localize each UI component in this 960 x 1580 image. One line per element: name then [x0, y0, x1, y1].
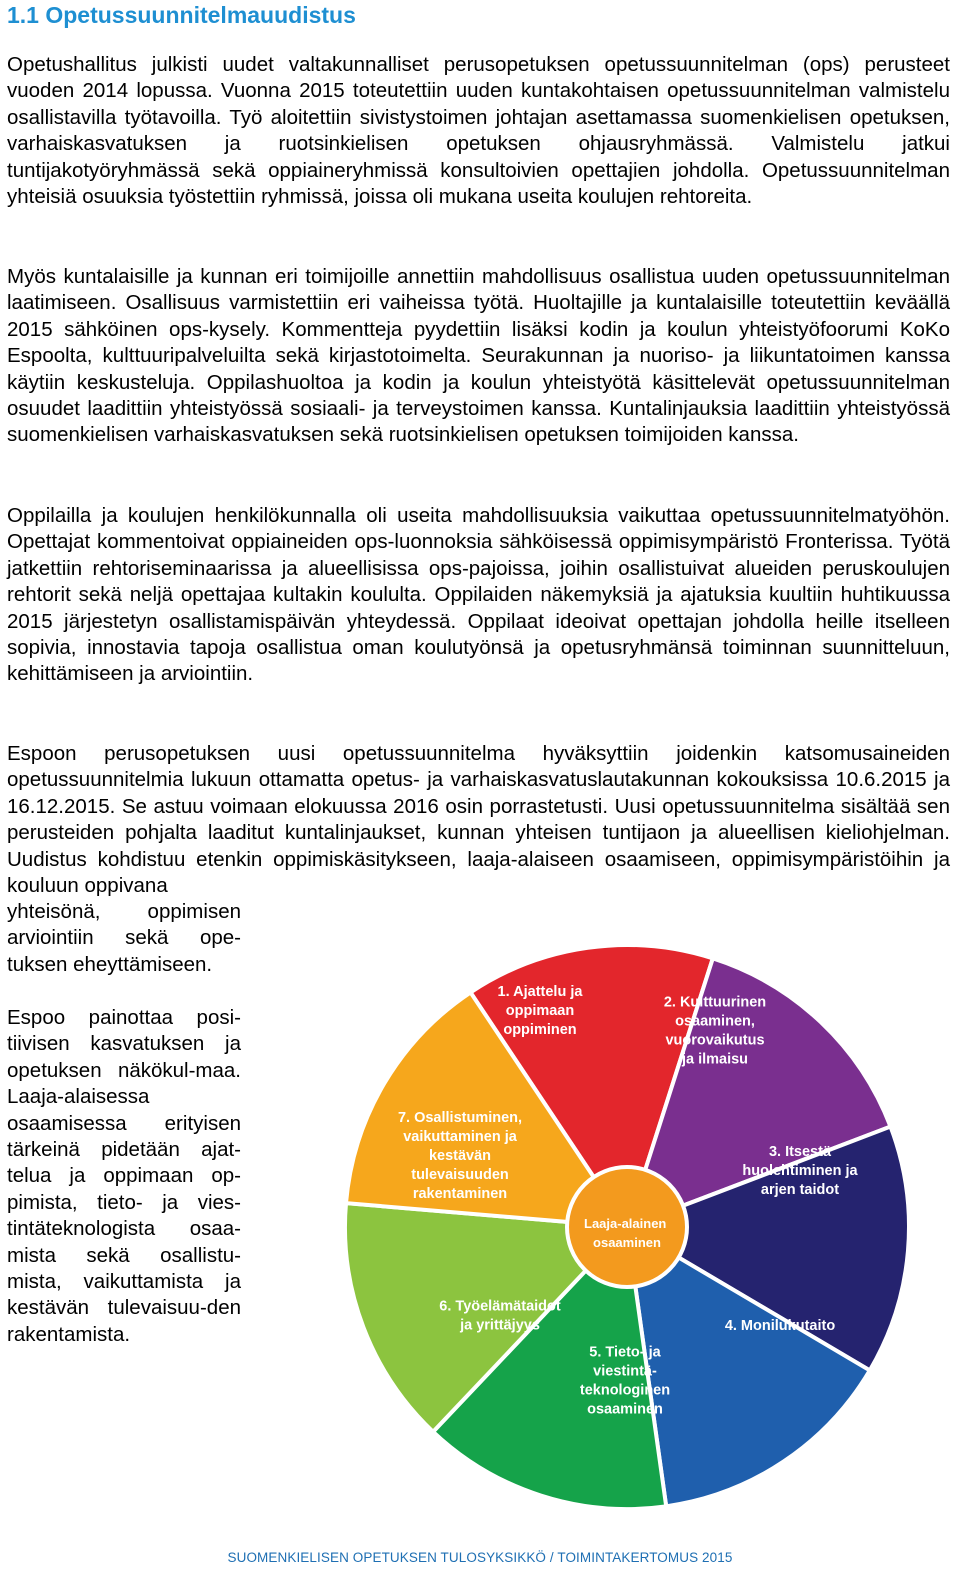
paragraph-ops-preparation: Opetushallitus julkisti uudet valtakunnalliset perusopetuksen opetussuunnitelman (ops) perusteet vuoden 2014 lopussa. Vuonna 2015 toteutettiin uuden kuntakohtaisen opetussuunnitelman valmistelu osallistavilla työtavoilla. Työ aloitettiin sivistystoimen johtajan asettamassa suomenkielisen opetuksen, varhaiskasvatuksen ja ruotsinkielisen opetuksen ohjausryhmässä. Valmistelu jatkui tuntijakotyöryhmässä sekä oppiaineryhmissä konsultoivien opettajien johdolla. Opetussuunnitelman yhteisiä osuuksia työstettiin ryhmissä, joissa oli mukana useita koulujen rehtoreita.: [7, 53, 950, 209]
segment-self-care-label-line: huolehtiminen ja: [742, 1163, 858, 1179]
segment-thinking-learning-label-line: oppiminen: [503, 1022, 577, 1038]
segment-multiliteracy-label-line: 4. Monilukutaito: [724, 1318, 836, 1334]
page-footer: SUOMENKIELISEN OPETUKSEN TULOSYKSIKKÖ / TOIMINTAKERTOMUS 2015: [227, 1550, 733, 1565]
segment-cultural-competence-label-line: ja ilmaisu: [681, 1051, 749, 1068]
segment-thinking-learning-label: [498, 984, 584, 1038]
segment-ict-competence-label-line: viestintä-: [593, 1363, 657, 1380]
segment-cultural-competence-label-line: osaaminen,: [675, 1013, 755, 1030]
segment-multiliteracy-label: [725, 1318, 836, 1334]
segment-participation-label-line: kestävän: [428, 1148, 492, 1164]
segment-participation-label-line: tulevaisuuden: [411, 1167, 509, 1183]
segment-cultural-competence-label-line: vuorovaikutus: [665, 1032, 765, 1049]
paragraph-ops-approval-continued: yhteisönä, oppimisen arviointiin sekä ope-tuksen eheyttämiseen.: [7, 900, 241, 976]
section-heading: 1.1 Opetussuunnitelmauudistus: [7, 2, 356, 28]
paragraph-positive-education: Espoo painottaa posi-tiivisen kasvatuksen ja opetuksen näkökul-maa. Laaja-alaisessa osaamisessa erityisen tärkeinä pidetään ajat-telua ja oppimaan op-pimista, tieto- ja vies-tintäteknologista osaa-mista sekä osallistu-mista, vaikuttamista ja kestävän tulevaisuu-den rakentamista.: [7, 1006, 241, 1346]
segment-participation-label-line: rakentaminen: [412, 1186, 508, 1202]
wheel-center-line-1: Laaja-alainen: [584, 1216, 667, 1231]
segment-ict-competence-label-line: osaaminen: [587, 1401, 663, 1418]
segment-working-life-label-line: ja yrittäjyys: [460, 1317, 540, 1334]
segment-ict-competence-label-line: 5. Tieto- ja: [589, 1344, 661, 1361]
wheel-center-line-2: osaaminen: [593, 1235, 661, 1250]
segment-participation-label-line: vaikuttaminen ja: [403, 1129, 517, 1145]
paragraph-pupil-staff-influence: Oppilailla ja koulujen henkilökunnalla oli useita mahdollisuuksia vaikuttaa opetussuunnitelmatyöhön. Opettajat kommentoivat oppiaineiden ops-luonnoksia sähköisessä oppimisympäristö Fronterissa. Työtä jatkettiin rehtoriseminaarissa ja alueellisissa ops-pajoissa, joihin osallistuivat alueiden peruskoulujen rehtorit sekä neljä opettajaa kultakin koululta. Oppilaiden näkemyksiä ja ajatuksia kuultiin huhtikuussa 2015 järjestetyn osallistamispäivän yhteydessä. Oppilaat ideoivat opettajan johdolla heille itselleen sopivia, innostavia tapoja osallistua oman koulutyönsä ja opetusryhmänsä toiminnan suunnitteluun, kehittämiseen ja arviointiin.: [7, 504, 950, 686]
segment-thinking-learning-label-line: 1. Ajattelu ja: [497, 984, 583, 1000]
segment-cultural-competence-label-line: 2. Kulttuurinen: [663, 994, 767, 1011]
segment-thinking-learning-label-line: oppimaan: [505, 1003, 575, 1019]
competence-wheel-diagram: [330, 915, 930, 1510]
segment-self-care-label-line: arjen taidot: [760, 1182, 840, 1198]
paragraph-ops-approval: Espoon perusopetuksen uusi opetussuunnitelma hyväksyttiin joidenkin katsomusaineiden opetussuunnitelmia lukuun ottamatta opetus- ja varhaiskasvatuslautakunnan kokouksissa 10.6.2015 ja 16.12.2015. Se astuu voimaan elokuussa 2016 osin porrastetusti. Uusi opetussuunnitelma sisältää sen perusteiden pohjalta laaditut kuntalinjaukset, kunnan yhteisen tuntijaon ja alueellisen kieliohjelman. Uudistus kohdistuu etenkin oppimiskäsitykseen, laaja-alaiseen osaamiseen, oppimisympäristöihin ja kouluun oppivana: [7, 742, 950, 898]
segment-self-care-label-line: 3. Itsestä: [768, 1144, 832, 1160]
segment-participation-label-line: 7. Osallistuminen,: [397, 1110, 523, 1126]
segment-working-life-label-line: 6. Työelämätaidot: [439, 1298, 561, 1315]
segment-ict-competence-label-line: teknologinen: [579, 1382, 671, 1399]
paragraph-citizen-participation: Myös kuntalaisille ja kunnan eri toimijoille annettiin mahdollisuus osallistua uuden opetussuunnitelman laatimiseen. Osallisuus varmistettiin eri vaiheissa työtä. Huoltajille ja kuntalaisille toteutettiin keväällä 2015 sähköinen ops-kysely. Kommentteja pyydettiin lisäksi kodin ja koulun yhteistyöfoorumi KoKo Espoolta, kulttuuripalveluilta sekä kirjastotoimelta. Seurakunnan ja nuoriso- ja liikuntatoimen kanssa käytiin keskusteluja. Oppilashuoltoa ja kodin ja koulun yhteistyötä käsittelevät opetussuunnitelman osuudet laadittiin yhteistyössä sosiaali- ja terveystoimen kanssa. Kuntalinjauksia laadittiin yhteistyössä suomenkielisen varhaiskasvatuksen sekä ruotsinkielisen opetuksen toimijoiden kanssa.: [7, 265, 950, 447]
